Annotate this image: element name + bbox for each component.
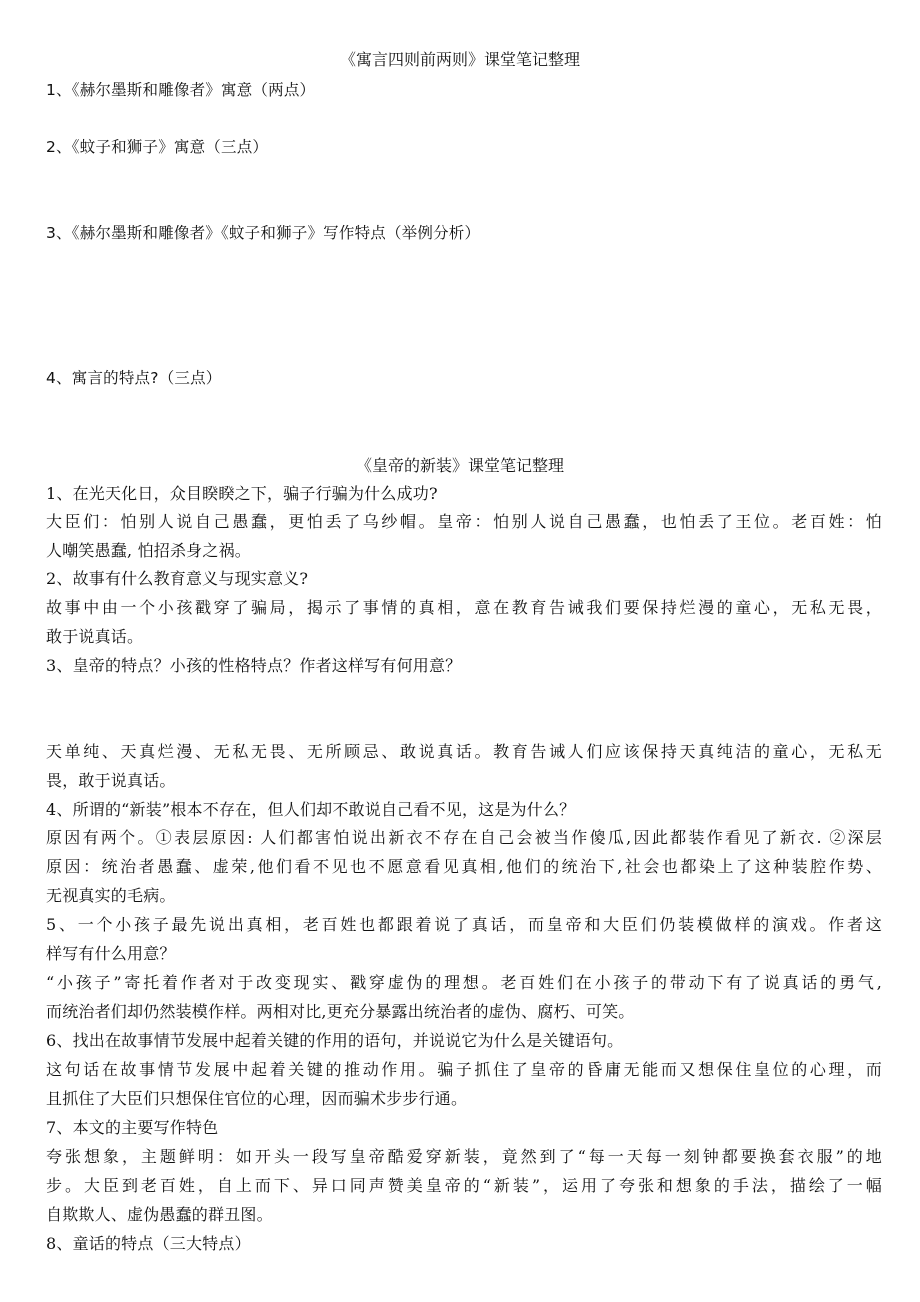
answer-1-line-2: 人嘲笑愚蠢, 怕招杀身之祸。 (46, 541, 251, 560)
answer-4-line-2: 原因：统治者愚蠢、虚荣,他们看不见也不愿意看见真相,他们的统治下,社会也都染上了这种装腔作势、 (46, 857, 882, 876)
answer-4-line-1: 原因有两个。①表层原因: 人们都害怕说出新衣不存在自己会被当作傻瓜,因此都装作看见了新衣. ②深层 (46, 828, 882, 847)
answer-7-line-2: 步。大臣到老百姓，自上而下、异口同声赞美皇帝的“新装”，运用了夸张和想象的手法，描绘了一幅 (46, 1176, 882, 1195)
question-7: 7、本文的主要写作特色 (46, 1118, 219, 1137)
question-1: 1、在光天化日，众目睽睽之下，骗子行骗为什么成功? (46, 484, 438, 503)
answer-7-line-3: 自欺欺人、虚伪愚蠢的群丑图。 (46, 1205, 273, 1224)
answer-6-line-2: 且抓住了大臣们只想保住官位的心理，因而骗术步步行通。 (46, 1089, 468, 1108)
section2-title: 《皇帝的新装》课堂笔记整理 (355, 456, 564, 475)
answer-7-line-1: 夸张想象，主题鲜明：如开头一段写皇帝酷爱穿新装，竟然到了“每一天每一刻钟都要换套衣服”的地 (46, 1147, 882, 1166)
answer-2-line-2: 敢于说真话。 (46, 627, 144, 646)
answer-5-line-1: “小孩子”寄托着作者对于改变现实、戳穿虚伪的理想。老百姓们在小孩子的带动下有了说真话的勇气, (46, 973, 882, 992)
question-4: 4、所谓的“新装”根本不存在，但人们却不敢说自己看不见，这是为什么？ (46, 800, 576, 819)
answer-5-line-2: 而统治者们却仍然装模作样。两相对比,更充分暴露出统治者的虚伪、腐朽、可笑。 (46, 1002, 635, 1021)
question-5-line-2: 样写有什么用意？ (46, 944, 176, 963)
answer-3-line-1: 天单纯、天真烂漫、无私无畏、无所顾忌、敢说真话。教育告诫人们应该保持天真纯洁的童心，无私无 (46, 742, 882, 761)
section1-question-4: 4、寓言的特点?（三点） (46, 369, 222, 387)
section1-title: 《寓言四则前两则》课堂笔记整理 (339, 50, 580, 69)
question-2: 2、故事有什么教育意义与现实意义? (46, 569, 309, 588)
question-8: 8、童话的特点（三大特点） (46, 1234, 251, 1253)
answer-2-line-1: 故事中由一个小孩戳穿了骗局，揭示了事情的真相，意在教育告诫我们要保持烂漫的童心，无私无畏， (46, 598, 882, 617)
question-3: 3、皇帝的特点？小孩的性格特点？作者这样写有何用意？ (46, 656, 462, 675)
section1-question-2: 2、《蚊子和狮子》寓意（三点） (46, 138, 269, 156)
answer-4-line-3: 无视真实的毛病。 (46, 886, 176, 905)
question-5-line-1: 5、一个小孩子最先说出真相，老百姓也都跟着说了真话，而皇帝和大臣们仍装模做样的演戏。作者这 (46, 915, 882, 934)
question-6: 6、找出在故事情节发展中起着关键的作用的语句，并说说它为什么是关键语句。 (46, 1031, 624, 1050)
answer-3-line-2: 畏，敢于说真话。 (46, 771, 176, 790)
section1-question-1: 1、《赫尔墨斯和雕像者》寓意（两点） (46, 81, 316, 99)
section1-question-3: 3、《赫尔墨斯和雕像者》《蚊子和狮子》写作特点（举例分析） (46, 224, 481, 242)
answer-1-line-1: 大臣们：怕别人说自己愚蠢，更怕丢了乌纱帽。皇帝：怕别人说自己愚蠢，也怕丢了王位。老百姓：怕 (46, 512, 882, 531)
answer-6-line-1: 这句话在故事情节发展中起着关键的推动作用。骗子抓住了皇帝的昏庸无能而又想保住皇位的心理，而 (46, 1060, 882, 1079)
